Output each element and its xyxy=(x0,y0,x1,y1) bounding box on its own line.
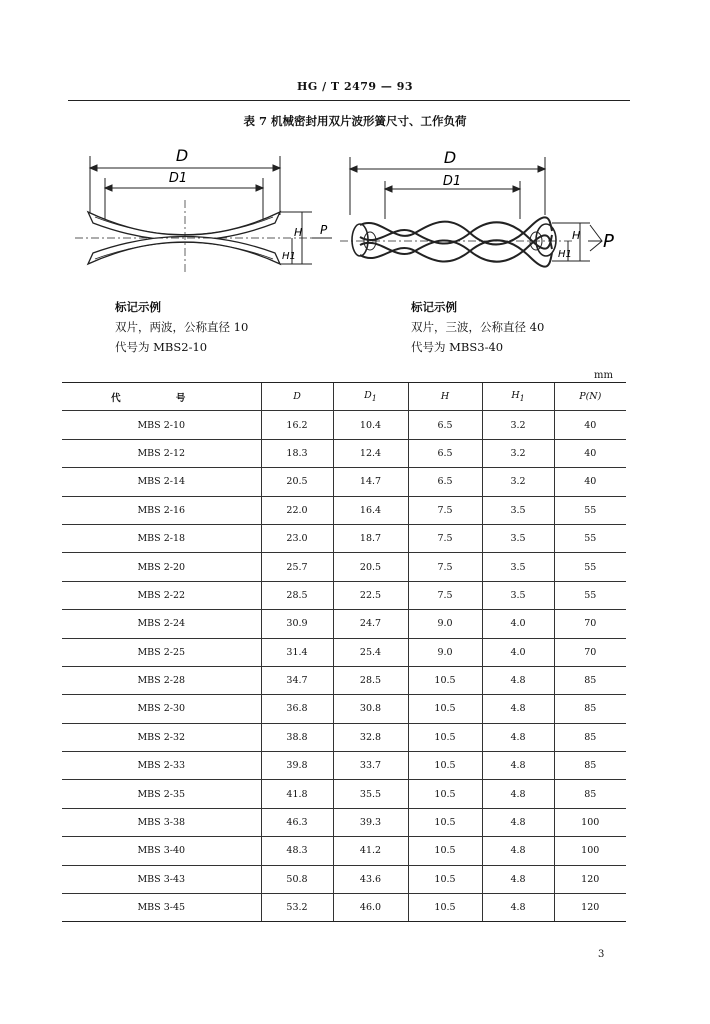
cell-code: MBS 2-30 xyxy=(62,695,261,723)
cell-p: 85 xyxy=(554,723,626,751)
cell-h: 10.5 xyxy=(408,666,482,694)
cell-p: 55 xyxy=(554,553,626,581)
cell-code: MBS 2-28 xyxy=(62,666,261,694)
left-dim-D: D xyxy=(175,146,189,165)
table-row xyxy=(62,553,626,581)
cell-d: 36.8 xyxy=(261,695,333,723)
cell-h1: 3.5 xyxy=(482,496,554,524)
cell-p: 85 xyxy=(554,695,626,723)
cell-d1: 12.4 xyxy=(333,439,408,467)
cell-code: MBS 2-35 xyxy=(62,780,261,808)
table-row xyxy=(62,439,626,467)
header-rule xyxy=(68,100,630,101)
cell-h1: 3.2 xyxy=(482,439,554,467)
cell-d: 34.7 xyxy=(261,666,333,694)
cell-h1: 4.8 xyxy=(482,808,554,836)
cell-h1: 4.8 xyxy=(482,723,554,751)
cell-h: 10.5 xyxy=(408,695,482,723)
cell-code: MBS 3-38 xyxy=(62,808,261,836)
cell-d1: 14.7 xyxy=(333,468,408,496)
unit-label: mm xyxy=(594,370,613,381)
cell-p: 55 xyxy=(554,524,626,552)
cell-h1: 4.8 xyxy=(482,666,554,694)
cell-p: 120 xyxy=(554,894,626,922)
table-header-row xyxy=(62,383,626,411)
cell-p: 100 xyxy=(554,808,626,836)
cell-h: 9.0 xyxy=(408,638,482,666)
example-description: 双片，两波，公称直径 10 xyxy=(115,320,249,334)
cell-d1: 39.3 xyxy=(333,808,408,836)
col-header-P: P(N) xyxy=(554,383,626,411)
cell-d: 53.2 xyxy=(261,894,333,922)
cell-h: 6.5 xyxy=(408,468,482,496)
cell-h1: 3.2 xyxy=(482,468,554,496)
cell-d: 23.0 xyxy=(261,524,333,552)
cell-p: 55 xyxy=(554,581,626,609)
cell-code: MBS 2-22 xyxy=(62,581,261,609)
cell-h: 6.5 xyxy=(408,439,482,467)
cell-h: 10.5 xyxy=(408,894,482,922)
table-row xyxy=(62,808,626,836)
cell-code: MBS 2-24 xyxy=(62,610,261,638)
example-code: 代号为 MBS3-40 xyxy=(411,340,504,354)
cell-code: MBS 3-45 xyxy=(62,894,261,922)
right-dim-H1: H1 xyxy=(558,249,572,260)
cell-h1: 4.0 xyxy=(482,610,554,638)
table-body xyxy=(62,411,626,922)
cell-code: MBS 2-20 xyxy=(62,553,261,581)
cell-d: 50.8 xyxy=(261,865,333,893)
cell-code: MBS 2-10 xyxy=(62,411,261,439)
two-wave-spring-diagram xyxy=(70,140,335,275)
left-dim-H: H xyxy=(294,226,303,239)
cell-h: 7.5 xyxy=(408,496,482,524)
cell-code: MBS 2-14 xyxy=(62,468,261,496)
cell-h1: 3.5 xyxy=(482,524,554,552)
cell-p: 55 xyxy=(554,496,626,524)
col-header-D1 xyxy=(333,383,408,411)
example-description: 双片，三波，公称直径 40 xyxy=(411,320,545,334)
cell-d: 28.5 xyxy=(261,581,333,609)
table-row xyxy=(62,780,626,808)
cell-d1: 22.5 xyxy=(333,581,408,609)
cell-h1: 3.5 xyxy=(482,553,554,581)
cell-h1: 4.8 xyxy=(482,780,554,808)
cell-d: 18.3 xyxy=(261,439,333,467)
table-row xyxy=(62,695,626,723)
table-row xyxy=(62,468,626,496)
cell-d: 41.8 xyxy=(261,780,333,808)
cell-h1: 4.8 xyxy=(482,752,554,780)
table-row xyxy=(62,496,626,524)
cell-d: 38.8 xyxy=(261,723,333,751)
cell-d: 16.2 xyxy=(261,411,333,439)
cell-code: MBS 2-16 xyxy=(62,496,261,524)
standard-header: HG / T 2479 — 93 xyxy=(296,80,414,93)
cell-d1: 28.5 xyxy=(333,666,408,694)
cell-h1: 3.5 xyxy=(482,581,554,609)
cell-p: 85 xyxy=(554,666,626,694)
cell-code: MBS 2-18 xyxy=(62,524,261,552)
table-row xyxy=(62,524,626,552)
cell-code: MBS 2-33 xyxy=(62,752,261,780)
right-load-P: P xyxy=(603,231,614,252)
cell-h: 10.5 xyxy=(408,865,482,893)
cell-p: 70 xyxy=(554,638,626,666)
table-row xyxy=(62,837,626,865)
table-row xyxy=(62,752,626,780)
example-code: 代号为 MBS2-10 xyxy=(115,340,208,354)
cell-d: 46.3 xyxy=(261,808,333,836)
example-label: 标记示例 xyxy=(411,300,457,314)
table-row xyxy=(62,894,626,922)
cell-d1: 32.8 xyxy=(333,723,408,751)
cell-h1: 4.8 xyxy=(482,695,554,723)
right-dim-D: D xyxy=(443,148,457,167)
cell-p: 120 xyxy=(554,865,626,893)
cell-code: MBS 3-40 xyxy=(62,837,261,865)
cell-h: 7.5 xyxy=(408,581,482,609)
table-row xyxy=(62,666,626,694)
table-row xyxy=(62,865,626,893)
table-title: 表 7 机械密封用双片波形簧尺寸、工作负荷 xyxy=(243,114,467,128)
col-header-D1-sub: 1 xyxy=(371,394,377,404)
cell-d1: 30.8 xyxy=(333,695,408,723)
cell-d: 39.8 xyxy=(261,752,333,780)
cell-h1: 3.2 xyxy=(482,411,554,439)
col-header-H: H xyxy=(408,383,482,411)
cell-h: 6.5 xyxy=(408,411,482,439)
cell-p: 85 xyxy=(554,752,626,780)
col-header-H1 xyxy=(482,383,554,411)
cell-d1: 43.6 xyxy=(333,865,408,893)
cell-h: 7.5 xyxy=(408,553,482,581)
marking-example-two-wave xyxy=(115,297,248,357)
spec-table xyxy=(62,382,626,922)
cell-code: MBS 2-32 xyxy=(62,723,261,751)
cell-h1: 4.8 xyxy=(482,865,554,893)
cell-d: 30.9 xyxy=(261,610,333,638)
cell-p: 100 xyxy=(554,837,626,865)
table-row xyxy=(62,610,626,638)
cell-p: 70 xyxy=(554,610,626,638)
cell-d1: 10.4 xyxy=(333,411,408,439)
cell-d1: 24.7 xyxy=(333,610,408,638)
right-dim-D1: D1 xyxy=(442,174,462,189)
cell-d1: 41.2 xyxy=(333,837,408,865)
left-load-P: P xyxy=(320,223,328,237)
cell-h: 10.5 xyxy=(408,808,482,836)
cell-d1: 33.7 xyxy=(333,752,408,780)
cell-h: 7.5 xyxy=(408,524,482,552)
cell-code: MBS 2-25 xyxy=(62,638,261,666)
right-dim-H: H xyxy=(572,229,581,242)
marking-example-three-wave xyxy=(411,297,544,357)
cell-h1: 4.8 xyxy=(482,837,554,865)
cell-d: 48.3 xyxy=(261,837,333,865)
cell-p: 40 xyxy=(554,411,626,439)
example-label: 标记示例 xyxy=(115,300,161,314)
cell-d1: 16.4 xyxy=(333,496,408,524)
three-wave-spring-diagram xyxy=(340,145,625,270)
cell-d1: 46.0 xyxy=(333,894,408,922)
cell-d: 20.5 xyxy=(261,468,333,496)
col-header-D: D xyxy=(261,383,333,411)
col-header-H1-main: H xyxy=(511,390,520,402)
table-row xyxy=(62,411,626,439)
cell-h: 10.5 xyxy=(408,752,482,780)
cell-h: 9.0 xyxy=(408,610,482,638)
cell-d1: 35.5 xyxy=(333,780,408,808)
col-header-H1-sub: 1 xyxy=(519,394,525,404)
page-number: 3 xyxy=(598,949,605,960)
cell-h1: 4.8 xyxy=(482,894,554,922)
col-header-D1-main: D xyxy=(364,390,372,402)
table-row xyxy=(62,638,626,666)
cell-d: 31.4 xyxy=(261,638,333,666)
left-dim-D1: D1 xyxy=(168,171,188,186)
cell-code: MBS 3-43 xyxy=(62,865,261,893)
cell-h: 10.5 xyxy=(408,780,482,808)
cell-p: 85 xyxy=(554,780,626,808)
cell-d: 22.0 xyxy=(261,496,333,524)
col-header-code: 代 号 xyxy=(62,383,261,411)
cell-h: 10.5 xyxy=(408,837,482,865)
left-dim-H1: H1 xyxy=(282,251,296,262)
cell-h: 10.5 xyxy=(408,723,482,751)
cell-d: 25.7 xyxy=(261,553,333,581)
cell-code: MBS 2-12 xyxy=(62,439,261,467)
cell-h1: 4.0 xyxy=(482,638,554,666)
cell-d1: 20.5 xyxy=(333,553,408,581)
table-row xyxy=(62,723,626,751)
cell-d1: 18.7 xyxy=(333,524,408,552)
cell-p: 40 xyxy=(554,468,626,496)
cell-d1: 25.4 xyxy=(333,638,408,666)
table-row xyxy=(62,581,626,609)
cell-p: 40 xyxy=(554,439,626,467)
